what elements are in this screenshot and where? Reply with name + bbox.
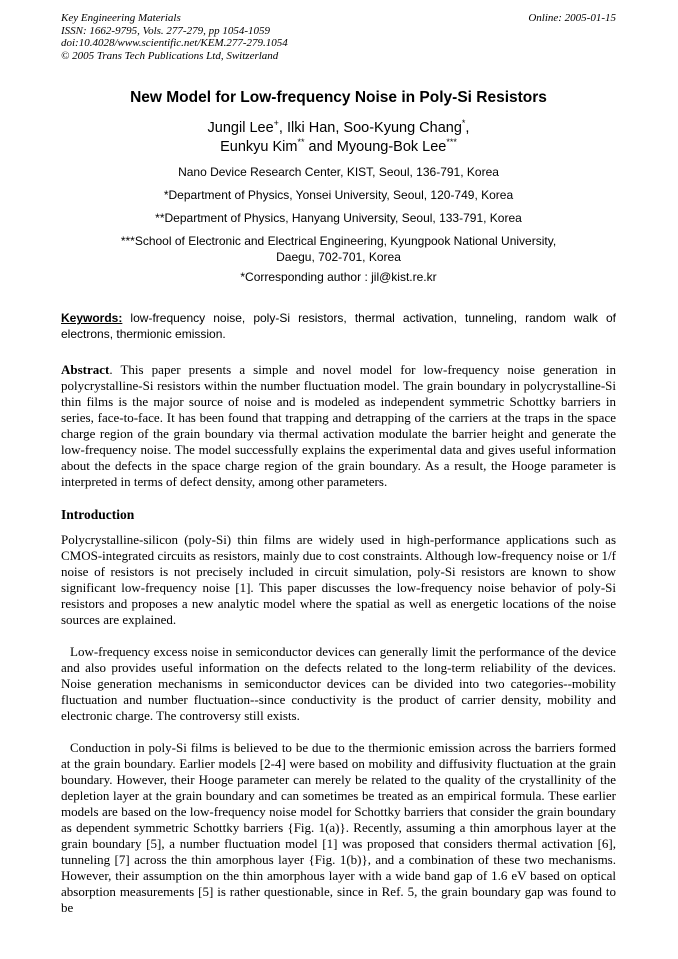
author-affiliation-mark-3: *	[461, 118, 466, 129]
paper-title: New Model for Low-frequency Noise in Poly-Si Resistors	[130, 89, 547, 106]
author-name-4: Eunkyu Kim	[220, 139, 298, 155]
introduction-paragraph-1: Polycrystalline-silicon (poly-Si) thin films are widely used in high-performance applications such as CMOS-integrated circuits as resistors, mainly due to cost constraints. Although low-frequency noise or 1/f noise of resistors is not precisely included in circuit simulation, poly-Si resistors are known to show significant low-frequency noise [1]. This paper discusses the low-frequency noise behavior of poly-Si resistors and proposes a new analytic model where the spatial as well as energetic locations of the noise sources are explained.	[61, 532, 616, 627]
copyright-line: © 2005 Trans Tech Publications Ltd, Switzerland	[61, 49, 279, 62]
author-name-3: Soo-Kyung Chang	[343, 120, 462, 136]
author-list	[61, 119, 616, 157]
journal-header	[61, 12, 616, 62]
keywords-paragraph	[61, 310, 616, 342]
author-affiliation-mark-1: +	[273, 118, 279, 129]
author-name-5: Myoung-Bok Lee	[336, 139, 447, 155]
introduction-paragraph-2: Low-frequency excess noise in semiconductor devices can generally limit the performance of the device and also provides useful information on the defects related to the long-term reliability of the devices. Noise generation mechanisms in semiconductor devices can be divided into two categories--mobility fluctuation and number fluctuation--since conductivity is the product of carrier density, mobility and electronic charge. The controversy still exists.	[61, 644, 616, 723]
author-affiliation-mark-4: **	[297, 137, 305, 148]
abstract-text: . This paper presents a simple and novel model for low-frequency noise generation in polycrystalline-Si resistors within the number fluctuation model. The grain boundary in polycrystalline-Si thin films is the major source of noise and is modeled as independent symmetric Schottky barriers in series, face-to-face. It has been found that trapping and detrapping of the carriers at the traps in the space charge region of the grain boundary via thermal activation modulate the barrier height and generate the low-frequency noise. The model successfully explains the experimental data and gives useful information about the defects in the space charge region of the grain boundary. As a result, the Hooge parameter is interpreted in terms of defect density, among other parameters.	[61, 362, 616, 489]
keywords-text: low-frequency noise, poly-Si resistors, thermal activation, tunneling, random walk of electrons, thermionic emission.	[61, 311, 616, 341]
affiliation-list	[61, 164, 616, 285]
online-date: Online: 2005-01-15	[528, 12, 616, 24]
doi-line: doi:10.4028/www.scientific.net/KEM.277-279.1054	[61, 37, 288, 49]
affiliation-kist: Nano Device Research Center, KIST, Seoul, 136-791, Korea	[178, 165, 499, 179]
author-line-2	[61, 138, 616, 157]
author-name-1: Jungil Lee	[207, 120, 274, 136]
abstract-label: Abstract	[61, 362, 110, 377]
author-separator: ,	[465, 120, 470, 136]
issn-volume-pages: ISSN: 1662-9795, Vols. 277-279, pp 1054-1059	[61, 24, 270, 37]
author-name-2: Ilki Han	[286, 120, 336, 136]
corresponding-author-line: *Corresponding author : jil@kist.re.kr	[240, 270, 437, 284]
abstract-paragraph	[61, 362, 616, 490]
author-separator: ,	[335, 120, 344, 136]
affiliation-kyungpook-line-1: ***School of Electronic and Electrical Engineering, Kyungpook National University,	[120, 234, 557, 248]
affiliation-kyungpook-line-2: Daegu, 702-701, Korea	[276, 250, 401, 264]
keywords-label: Keywords:	[61, 311, 123, 325]
introduction-paragraph-3: Conduction in poly-Si films is believed to be due to the thermionic emission across the barriers formed at the grain boundary. Earlier models [2-4] were based on mobility and diffusivity fluctuation at the grain boundary. However, their Hooge parameter can merely be related to the quality of the crystallinity of the depletion layer at the grain boundary and can sometimes be treated as an empirical formula. These earlier models are based on the low-frequency noise model for Schottky barriers that consider the grain boundary as dependent symmetric Schottky barriers {Fig. 1(a)}. Recently, assuming a thin amorphous layer at the grain boundary [5], a number fluctuation model [1] was proposed that considers thermal activation [6], tunneling [7] across the thin amorphous layer {Fig. 1(b)}, and a combination of these two mechanisms. However, their assumption on the thin amorphous layer with a wide band gap of 1.6 eV based on optical absorption measurements [5] is rather questionable, since in Ref. 5, the grain boundary gap was found to be	[61, 740, 616, 915]
journal-name: Key Engineering Materials	[61, 12, 181, 24]
affiliation-yonsei: *Department of Physics, Yonsei University, Seoul, 120-749, Korea	[163, 188, 514, 202]
author-affiliation-mark-5: ***	[446, 137, 457, 148]
affiliation-hanyang: **Department of Physics, Hanyang University, Seoul, 133-791, Korea	[155, 211, 522, 225]
author-line-1	[61, 119, 616, 138]
author-separator: and	[304, 139, 337, 155]
section-heading-introduction: Introduction	[61, 507, 135, 522]
journal-info-block	[61, 12, 288, 62]
author-separator: ,	[278, 120, 287, 136]
